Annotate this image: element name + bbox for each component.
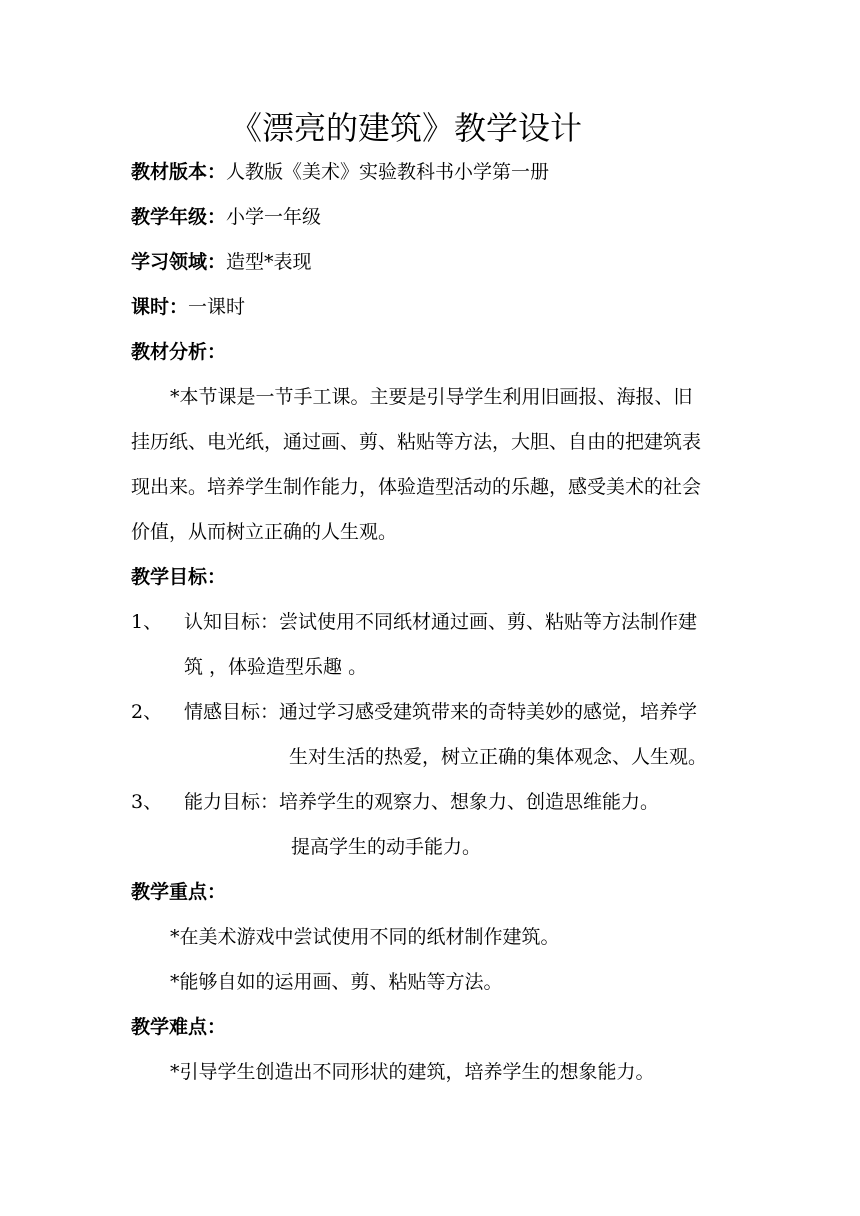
goal-item-line: 提高学生的动手能力。 [291,836,482,858]
field-periods [131,292,245,322]
key-points-heading: 教学重点： [131,881,227,903]
field-domain [131,247,312,277]
field-value: 小学一年级 [226,206,322,228]
analysis-heading: 教材分析： [131,341,227,363]
field-label: 课时： [131,296,189,318]
document-title: 《漂亮的建筑》教学设计 [230,109,583,147]
key-point-line: *在美术游戏中尝试使用不同的纸材制作建筑。 [170,926,560,948]
field-value: 一课时 [188,296,246,318]
field-edition [131,157,549,187]
field-grade [131,202,321,232]
difficulty-line: *引导学生创造出不同形状的建筑，培养学生的想象能力。 [170,1061,655,1083]
analysis-line: 价值，从而树立正确的人生观。 [131,521,398,543]
goal-item-line: 筑 ，体验造型乐趣 。 [184,656,368,678]
goal-item-line: 情感目标：通过学习感受建筑带来的奇特美妙的感觉，培养学 [184,701,698,723]
key-point-line: *能够自如的运用画、剪、粘贴等方法。 [170,971,503,993]
field-label: 学习领域： [131,251,227,273]
field-value: 造型*表现 [226,251,312,273]
goal-item-number: 3、 [131,791,163,813]
field-value: 人教版《美术》实验教科书小学第一册 [226,161,550,183]
goal-item-number: 2、 [131,701,163,723]
analysis-line: 挂历纸、电光纸，通过画、剪、粘贴等方法，大胆、自由的把建筑表 [131,431,702,453]
goal-item-line: 能力目标：培养学生的观察力、想象力、创造思维能力。 [184,791,660,813]
analysis-line: 现出来。培养学生制作能力，体验造型活动的乐趣，感受美术的社会 [131,476,702,498]
goals-heading: 教学目标： [131,566,227,588]
goal-item-number: 1、 [131,611,163,633]
difficulties-heading: 教学难点： [131,1016,227,1038]
field-label: 教学年级： [131,206,227,228]
goal-item-line: 生对生活的热爱，树立正确的集体观念、人生观。 [289,746,708,768]
field-label: 教材版本： [131,161,227,183]
goal-item-line: 认知目标：尝试使用不同纸材通过画、剪、粘贴等方法制作建 [184,611,698,633]
analysis-line: *本节课是一节手工课。主要是引导学生利用旧画报、海报、旧 [170,386,693,408]
